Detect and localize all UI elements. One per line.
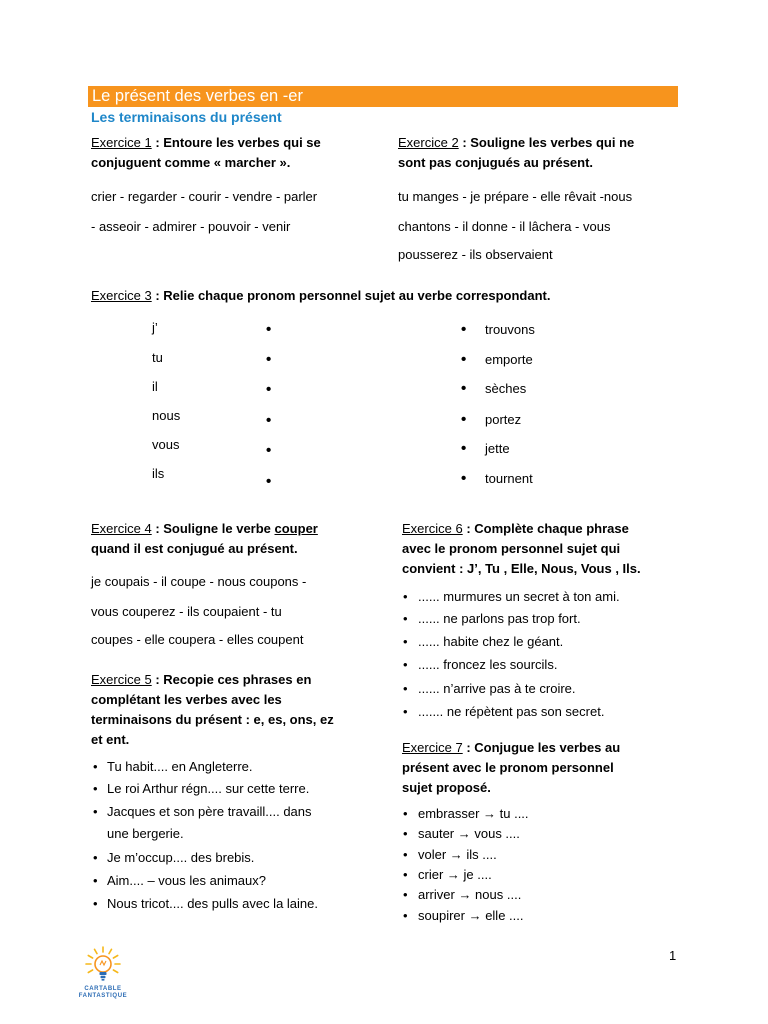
word-list-line: pousserez - ils observaient xyxy=(398,247,553,262)
exercise-instruction-line: présent avec le pronom personnel xyxy=(402,760,614,775)
logo-text xyxy=(76,986,130,1000)
title-bar xyxy=(88,86,678,107)
exercise-instruction-line: avec le pronom personnel sujet qui xyxy=(402,541,621,556)
exercise-label: Exercice 4 xyxy=(91,521,152,536)
bullet: • xyxy=(403,657,408,672)
verb-label: emporte xyxy=(485,352,533,367)
bullet: • xyxy=(403,806,408,821)
bullet: • xyxy=(93,759,98,774)
page-number: 1 xyxy=(669,948,677,963)
logo-line-2: FANTASTIQUE xyxy=(78,993,128,999)
match-dot-left: • xyxy=(266,412,272,429)
logo-line-1: CARTABLE xyxy=(84,986,122,992)
verb-label: portez xyxy=(485,412,522,427)
bullet: • xyxy=(93,804,98,819)
sentence-item: ...... froncez les sourcils. xyxy=(418,657,558,672)
pronoun-label: vous xyxy=(152,437,180,452)
sentence-item: ...... murmures un secret à ton ami. xyxy=(418,589,620,604)
cartable-fantastique-logo xyxy=(76,946,130,1002)
bullet: • xyxy=(403,887,408,902)
bullet: • xyxy=(93,896,98,911)
bullet: • xyxy=(403,634,408,649)
exercise-instruction: : Entoure les verbes qui se xyxy=(151,135,321,150)
sentence-item: ...... habite chez le géant. xyxy=(418,634,564,649)
exercise-instruction-line: conjuguent comme « marcher ». xyxy=(91,155,291,170)
exercise-instruction: : Recopie ces phrases en xyxy=(151,672,312,687)
match-dot-left: • xyxy=(266,442,272,459)
target-verb: couper xyxy=(274,521,318,536)
bullet: • xyxy=(93,781,98,796)
word-list-line: je coupais - il coupe - nous coupons - xyxy=(91,574,307,589)
pronoun-label: nous xyxy=(152,408,181,423)
exercise-heading xyxy=(402,521,629,537)
match-dot-right: • xyxy=(461,321,467,338)
exercise-instruction: : Conjugue les verbes au xyxy=(462,740,621,755)
sentence-item: Je m’occup.... des brebis. xyxy=(107,850,255,865)
bullet: • xyxy=(403,611,408,626)
exercise-label: Exercice 5 xyxy=(91,672,152,687)
lightbulb-icon xyxy=(79,946,127,986)
bullet: • xyxy=(403,681,408,696)
exercise-instruction: : Relie chaque pronom personnel sujet au verbe correspondant. xyxy=(151,288,551,303)
match-dot-right: • xyxy=(461,470,467,487)
match-dot-left: • xyxy=(266,321,272,338)
exercise-label: Exercice 6 xyxy=(402,521,463,536)
exercise-instruction-line: sont pas conjugués au présent. xyxy=(398,155,594,170)
match-dot-right: • xyxy=(461,440,467,457)
match-dot-left: • xyxy=(266,381,272,398)
exercise-instruction-line: sujet proposé. xyxy=(402,780,491,795)
exercise-heading xyxy=(398,135,634,151)
pronoun-label: tu xyxy=(152,350,163,365)
bullet: • xyxy=(403,589,408,604)
sentence-item: Le roi Arthur régn.... sur cette terre. xyxy=(107,781,310,796)
sentence-item: ....... ne répètent pas son secret. xyxy=(418,704,605,719)
verb-label: trouvons xyxy=(485,322,535,337)
bullet: • xyxy=(403,867,408,882)
word-list-line: crier - regarder - courir - vendre - parler xyxy=(91,189,318,204)
match-dot-left: • xyxy=(266,351,272,368)
sentence-item: ...... ne parlons pas trop fort. xyxy=(418,611,581,626)
pronoun-label: il xyxy=(152,379,158,394)
verb-label: jette xyxy=(485,441,510,456)
conjugation-item: voler → ils .... xyxy=(418,847,497,862)
exercise-heading xyxy=(402,740,620,756)
conjugation-item: embrasser → tu .... xyxy=(418,806,529,821)
section-subtitle: Les terminaisons du présent xyxy=(91,109,282,125)
bullet: • xyxy=(93,850,98,865)
sentence-item: Jacques et son père travaill.... dans xyxy=(107,804,312,819)
word-list-line: coupes - elle coupera - elles coupent xyxy=(91,632,304,647)
word-list-line: vous couperez - ils coupaient - tu xyxy=(91,604,282,619)
match-dot-right: • xyxy=(461,411,467,428)
bullet: • xyxy=(403,826,408,841)
word-list-line: chantons - il donne - il lâchera - vous xyxy=(398,219,611,234)
sentence-item: Nous tricot.... des pulls avec la laine. xyxy=(107,896,318,911)
page-title: Le présent des verbes en -er xyxy=(92,87,303,105)
exercise-instruction: : Souligne le verbe xyxy=(151,521,275,536)
verb-label: sèches xyxy=(485,381,527,396)
sentence-item: ...... n’arrive pas à te croire. xyxy=(418,681,576,696)
match-dot-right: • xyxy=(461,380,467,397)
sentence-item: Aim.... – vous les animaux? xyxy=(107,873,266,888)
exercise-instruction-line: terminaisons du présent : e, es, ons, ez xyxy=(91,712,334,727)
bullet: • xyxy=(403,847,408,862)
bullet: • xyxy=(403,704,408,719)
conjugation-item: soupirer → elle .... xyxy=(418,908,524,923)
word-list-line: tu manges - je prépare - elle rêvait -nous xyxy=(398,189,633,204)
conjugation-item: arriver → nous .... xyxy=(418,887,522,902)
pronoun-label: ils xyxy=(152,466,165,481)
exercise-instruction: : Complète chaque phrase xyxy=(462,521,629,536)
pronoun-label: j’ xyxy=(152,320,158,335)
exercise-instruction-line: complétant les verbes avec les xyxy=(91,692,282,707)
exercise-heading xyxy=(91,135,321,151)
exercise-instruction-line: quand il est conjugué au présent. xyxy=(91,541,298,556)
exercise-label: Exercice 3 xyxy=(91,288,152,303)
exercise-instruction: : Souligne les verbes qui ne xyxy=(458,135,635,150)
exercise-label: Exercice 1 xyxy=(91,135,152,150)
word-list-line: - asseoir - admirer - pouvoir - venir xyxy=(91,219,291,234)
conjugation-item: sauter → vous .... xyxy=(418,826,520,841)
bullet: • xyxy=(403,908,408,923)
sentence-item: Tu habit.... en Angleterre. xyxy=(107,759,253,774)
exercise-heading xyxy=(91,521,318,537)
conjugation-item: crier → je .... xyxy=(418,867,492,882)
exercise-heading xyxy=(91,288,550,304)
verb-label: tournent xyxy=(485,471,533,486)
exercise-label: Exercice 2 xyxy=(398,135,459,150)
exercise-label: Exercice 7 xyxy=(402,740,463,755)
exercise-instruction-line: convient : J’, Tu , Elle, Nous, Vous , Ils. xyxy=(402,561,641,576)
match-dot-right: • xyxy=(461,351,467,368)
exercise-heading xyxy=(91,672,311,688)
bullet: • xyxy=(93,873,98,888)
match-dot-left: • xyxy=(266,473,272,490)
exercise-instruction-line: et ent. xyxy=(91,732,130,747)
sentence-item-continuation: une bergerie. xyxy=(107,826,184,841)
